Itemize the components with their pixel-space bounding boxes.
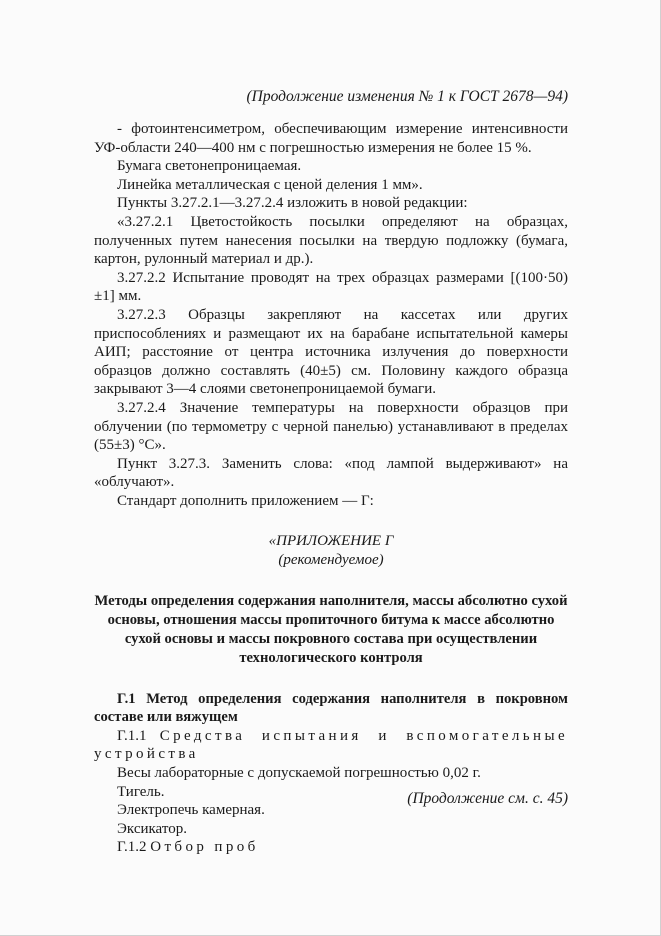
subsection-number: Г.1.2 (117, 839, 147, 856)
paragraph-items-instruction: Пункты 3.27.2.1—3.27.2.4 изложить в новой редакции: (117, 195, 468, 212)
list-item: Электропечь камерная. (117, 802, 265, 819)
subsection-number: Г.1.1 (117, 727, 147, 744)
paragraph-3-27-2-3: 3.27.2.3 Образцы закрепляют на кассетах или других приспособлениях и размещают их на барабане испытательной камеры АИП; расстояние от центра источника излучения до поверхности образцов должно составлять (40±5) см. Половину каждого образца закрывают 3—4 слоями светонепроницаемой бумаги. (94, 306, 568, 398)
section-g1-heading: Г.1 Метод определения содержания наполнителя в покровном составе или вяжущем (94, 690, 568, 726)
paragraph-photometer: - фотоинтенсиметром, обеспечивающим измерение интенсивности УФ-области 240—400 нм с погрешностью измерения не более 15 %. (94, 121, 568, 156)
paragraph-3-27-3: Пункт 3.27.3. Заменить слова: «под лампой выдерживают» на «облучают». (94, 455, 568, 491)
spacer (94, 570, 568, 592)
appendix-subtitle: (рекомендуемое) (278, 552, 384, 569)
appendix-heading: Методы определения содержания наполнителя, массы абсолютно сухой основы, отношения массы пропиточного битума к массе абсолютно сухой основы и массы покровного состава при осуществлении технологического контроля (94, 592, 568, 666)
subsection-title-spaced: Средства испытания и вспомогательные устройства (94, 727, 569, 763)
continuation-header: (Продолжение изменения № 1 к ГОСТ 2678—94) (246, 88, 568, 105)
paragraph-3-27-2-2: 3.27.2.2 Испытание проводят на трех образцах размерами [(100·50)±1] мм. (94, 269, 568, 305)
paragraph-supplement: Стандарт дополнить приложением — Г: (117, 492, 374, 509)
paragraph-3-27-2-4: 3.27.2.4 Значение температуры на поверхности образцов при облучении (по термометру с черной панелью) устанавливают в пределах (55±3) °С». (94, 399, 568, 454)
appendix-title: «ПРИЛОЖЕНИЕ Г (268, 533, 394, 550)
subsection-title-spaced: Отбор проб (150, 839, 259, 856)
subsection-g1-1 (94, 727, 568, 764)
paragraph-ruler: Линейка металлическая с ценой деления 1 мм». (117, 176, 423, 193)
paragraph-paper: Бумага светонепроницаемая. (117, 158, 302, 175)
document-body (94, 120, 568, 857)
list-item: Весы лабораторные с допускаемой погрешностью 0,02 г. (117, 765, 481, 782)
subsection-g1-2 (94, 838, 568, 857)
paragraph-3-27-2-1: «3.27.2.1 Цветостойкость посылки определяют на образцах, полученных путем нанесения посылки на твердую подложку (бумага, картон, рулонный материал и др.). (94, 213, 568, 268)
continuation-footer: (Продолжение см. с. 45) (407, 790, 568, 807)
list-item: Тигель. (117, 783, 165, 800)
spacer (94, 510, 568, 532)
spacer (94, 668, 568, 690)
list-item: Эксикатор. (117, 820, 187, 837)
